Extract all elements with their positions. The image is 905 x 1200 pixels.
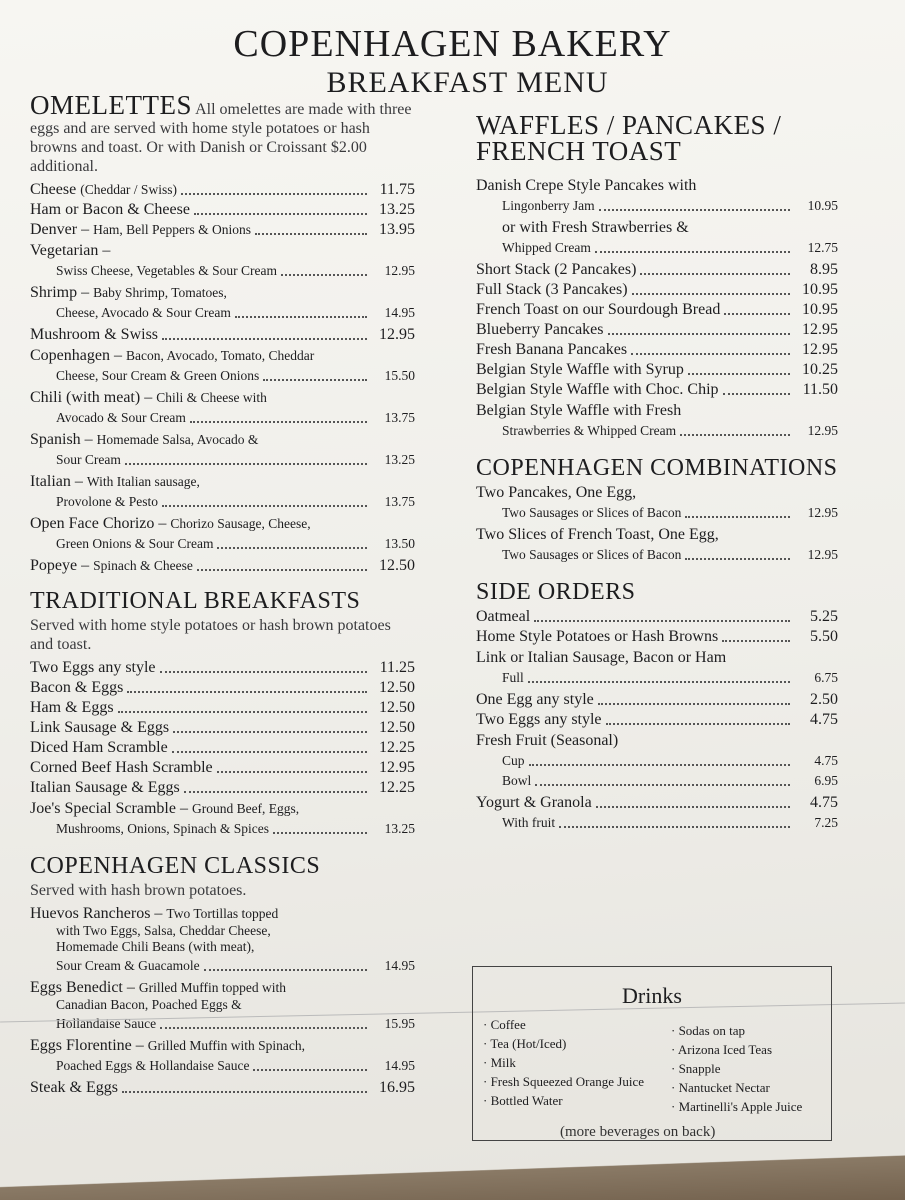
menu-item-block — [30, 472, 415, 511]
drinks-right-list — [671, 1021, 802, 1116]
omelettes-title: OMELETTES — [30, 90, 192, 120]
item-first-line — [30, 799, 415, 818]
item-price: 12.95 — [379, 326, 415, 343]
menu-item-row — [476, 607, 838, 626]
item-description: Bacon, Avocado, Tomato, Cheddar — [125, 348, 315, 363]
item-name: Danish Crepe Style Pancakes with — [476, 177, 697, 194]
menu-item-row — [30, 556, 415, 575]
omelettes-list — [30, 180, 415, 575]
omelettes-intro-text: All omelettes are made with three eggs and are served with home style potatoes or hash browns and toast. Or with Danish or Croissant $2.00 additional. — [30, 101, 412, 175]
item-description: Chorizo Sausage, Cheese, — [170, 516, 311, 531]
menu-item-row — [476, 300, 838, 319]
item-name: Two Eggs any style — [476, 711, 602, 728]
menu-item-block — [30, 346, 415, 385]
leader-dots — [197, 569, 367, 571]
item-name: Two Pancakes, One Egg, — [476, 484, 637, 501]
item-description: Spinach & Cheese — [93, 558, 193, 573]
item-name: Full Stack (3 Pancakes) — [476, 281, 628, 298]
item-first-line — [30, 241, 415, 260]
leader-dots — [172, 751, 367, 753]
item-name: Huevos Rancheros – — [30, 905, 163, 922]
item-price: 12.50 — [379, 699, 415, 716]
drink-item: · Arizona Iced Teas — [671, 1042, 772, 1057]
menu-item-block — [476, 401, 838, 440]
item-price: 12.95 — [802, 341, 838, 358]
menu-item-row — [476, 793, 838, 812]
leader-dots — [685, 558, 790, 560]
item-first-line — [30, 978, 415, 997]
item-name: Cheese, Avocado & Sour Cream — [56, 305, 231, 320]
menu-item-block — [476, 731, 838, 790]
menu-item-row — [30, 408, 415, 427]
leader-dots — [181, 193, 367, 195]
leader-dots — [598, 703, 790, 705]
menu-item-row — [30, 366, 415, 385]
item-price: 14.95 — [384, 958, 415, 973]
menu-item-block — [476, 218, 838, 257]
item-first-line — [476, 648, 838, 667]
item-price: 4.75 — [810, 794, 838, 811]
classics-title: COPENHAGEN CLASSICS — [30, 853, 321, 879]
item-name: Blueberry Pancakes — [476, 321, 604, 338]
item-price: 6.75 — [814, 670, 838, 685]
item-description: With Italian sausage, — [86, 474, 200, 489]
item-price: 12.50 — [379, 719, 415, 736]
item-price: 15.50 — [384, 368, 415, 383]
item-description-line: with Two Eggs, Salsa, Cheddar Cheese, — [56, 923, 271, 938]
item-description: (Cheddar / Swiss) — [80, 182, 177, 197]
leader-dots — [235, 316, 367, 318]
drink-item: · Martinelli's Apple Juice — [671, 1099, 803, 1114]
item-name: Whipped Cream — [502, 240, 591, 255]
item-price: 11.75 — [379, 181, 415, 198]
item-name: Two Slices of French Toast, One Egg, — [476, 526, 719, 543]
item-name: Oatmeal — [476, 608, 531, 625]
leader-dots — [281, 274, 367, 276]
item-first-line — [30, 346, 415, 365]
item-name: Belgian Style Waffle with Choc. Chip — [476, 381, 719, 398]
item-name: Shrimp – — [30, 284, 90, 301]
drink-item: · Snapple — [671, 1061, 721, 1076]
combinations-list — [476, 483, 838, 564]
item-price: 13.25 — [384, 452, 415, 467]
menu-item-block — [476, 483, 838, 522]
leader-dots — [122, 1091, 367, 1093]
item-first-line — [30, 283, 415, 302]
leader-dots — [631, 353, 790, 355]
item-price: 12.50 — [379, 679, 415, 696]
drink-item: · Sodas on tap — [671, 1023, 746, 1038]
item-description-line: Homemade Chili Beans (with meat), — [56, 939, 255, 954]
item-price: 14.95 — [384, 305, 415, 320]
menu-item-row — [30, 261, 415, 280]
menu-item-block — [30, 799, 415, 838]
item-name: Chili (with meat) – — [30, 389, 153, 406]
item-name: Ham or Bacon & Cheese — [30, 201, 190, 218]
traditional-list — [30, 658, 415, 838]
item-price: 13.95 — [379, 221, 415, 238]
item-first-line — [30, 514, 415, 533]
leader-dots — [160, 671, 367, 673]
item-name: Hollandaise Sauce — [56, 1016, 157, 1031]
menu-item-block — [30, 241, 415, 280]
leader-dots — [608, 333, 790, 335]
leader-dots — [204, 969, 367, 971]
menu-item-row — [30, 778, 415, 797]
menu-item-row — [30, 819, 415, 838]
item-name: Belgian Style Waffle with Syrup — [476, 361, 684, 378]
menu-item-row — [476, 627, 838, 646]
menu-item-row — [476, 421, 838, 440]
item-name: Green Onions & Sour Cream — [56, 536, 214, 551]
drink-item: · Tea (Hot/Iced) — [483, 1036, 567, 1051]
menu-item-block — [476, 176, 838, 215]
menu-item-row — [476, 771, 838, 790]
item-name: Open Face Chorizo – — [30, 515, 167, 532]
leader-dots — [640, 273, 790, 275]
item-price: 12.95 — [379, 759, 415, 776]
item-first-line — [30, 904, 415, 923]
item-name: Diced Ham Scramble — [30, 739, 168, 756]
item-name: Mushroom & Swiss — [30, 326, 159, 343]
item-price: 10.95 — [802, 301, 838, 318]
item-price: 10.95 — [802, 281, 838, 298]
sides-title: SIDE ORDERS — [476, 579, 636, 605]
menu-item-block — [30, 904, 415, 975]
item-name: Corned Beef Hash Scramble — [30, 759, 213, 776]
traditional-intro: Served with home style potatoes or hash brown potatoes and toast. — [30, 617, 391, 653]
classics-intro: Served with hash brown potatoes. — [30, 882, 247, 899]
menu-item-row — [30, 325, 415, 344]
menu-item-row — [476, 280, 838, 299]
item-name: Two Sausages or Slices of Bacon — [502, 547, 682, 562]
menu-item-row — [476, 751, 838, 770]
leader-dots — [685, 516, 790, 518]
menu-item-row — [30, 1078, 415, 1097]
item-name: Spanish – — [30, 431, 93, 448]
menu-item-row — [476, 690, 838, 709]
menu-item-block — [476, 648, 838, 687]
menu-item-row — [30, 303, 415, 322]
classics-list — [30, 904, 415, 1097]
waffles-list — [476, 176, 838, 440]
item-name: Sour Cream — [56, 452, 121, 467]
item-name: Bacon & Eggs — [30, 679, 124, 696]
item-price: 5.50 — [810, 628, 838, 645]
item-price: 14.95 — [384, 1058, 415, 1073]
item-name: Two Eggs any style — [30, 659, 156, 676]
item-name: Fresh Fruit (Seasonal) — [476, 732, 619, 749]
menu-item-row — [476, 320, 838, 339]
item-price: 13.75 — [384, 410, 415, 425]
item-description: Two Tortillas topped — [166, 906, 279, 921]
leader-dots — [184, 791, 367, 793]
menu-item-row — [476, 545, 838, 564]
item-price: 8.95 — [810, 261, 838, 278]
drink-item: · Nantucket Nectar — [671, 1080, 770, 1095]
leader-dots — [190, 421, 367, 423]
leader-dots — [723, 393, 790, 395]
item-description: Ground Beef, Eggs, — [191, 801, 300, 816]
item-price: 6.95 — [814, 773, 838, 788]
item-price: 11.25 — [379, 659, 415, 676]
item-description-line: Canadian Bacon, Poached Eggs & — [56, 997, 242, 1012]
omelettes-intro — [30, 90, 415, 176]
leader-dots — [559, 826, 790, 828]
item-first-line — [30, 388, 415, 407]
item-price: 16.95 — [379, 1079, 415, 1096]
menu-item-row — [30, 1056, 415, 1075]
item-first-line — [476, 731, 838, 750]
item-first-line — [476, 793, 592, 812]
leader-dots — [599, 209, 790, 211]
leader-dots — [162, 338, 367, 340]
bakery-title: COPENHAGEN BAKERY — [233, 23, 672, 65]
item-first-line — [476, 218, 838, 237]
item-price: 13.50 — [384, 536, 415, 551]
menu-item-row — [30, 758, 415, 777]
item-price: 12.25 — [379, 779, 415, 796]
menu-item-row — [30, 180, 415, 199]
item-price: 12.95 — [807, 505, 838, 520]
menu-item-row — [30, 738, 415, 757]
menu-item-row — [476, 710, 838, 729]
item-name: Swiss Cheese, Vegetables & Sour Cream — [56, 263, 277, 278]
menu-item-row — [476, 360, 838, 379]
traditional-title: TRADITIONAL BREAKFASTS — [30, 588, 361, 614]
leader-dots — [173, 731, 367, 733]
leader-dots — [688, 373, 790, 375]
leader-dots — [529, 764, 790, 766]
item-name: Belgian Style Waffle with Fresh — [476, 402, 682, 419]
item-price: 10.95 — [807, 198, 838, 213]
leader-dots — [596, 806, 790, 808]
menu-item-row — [476, 196, 838, 215]
item-name: Cheese, Sour Cream & Green Onions — [56, 368, 260, 383]
item-name: Link or Italian Sausage, Bacon or Ham — [476, 649, 727, 666]
leader-dots — [194, 213, 367, 215]
item-description: Baby Shrimp, Tomatoes, — [93, 285, 227, 300]
leader-dots — [162, 505, 367, 507]
menu-item-row — [476, 238, 838, 257]
item-first-line — [476, 483, 838, 502]
leader-dots — [528, 681, 790, 683]
item-name: or with Fresh Strawberries & — [502, 219, 689, 236]
item-name: Avocado & Sour Cream — [56, 410, 186, 425]
item-first-line — [30, 472, 415, 491]
menu-item-row — [476, 340, 838, 359]
menu-item-row — [30, 956, 415, 975]
sides-list — [476, 607, 838, 832]
item-name: Sour Cream & Guacamole — [56, 958, 200, 973]
item-name: Bowl — [502, 773, 532, 788]
item-description: Ham, Bell Peppers & Onions — [93, 222, 251, 237]
leader-dots — [127, 691, 367, 693]
item-name: Fresh Banana Pancakes — [476, 341, 628, 358]
item-price: 10.25 — [802, 361, 838, 378]
item-price: 13.75 — [384, 494, 415, 509]
drink-item: · Milk — [483, 1055, 516, 1070]
item-price: 12.95 — [384, 263, 415, 278]
item-name: Lingonberry Jam — [502, 198, 595, 213]
item-name: Strawberries & Whipped Cream — [502, 423, 677, 438]
item-name: Poached Eggs & Hollandaise Sauce — [56, 1058, 250, 1073]
menu-item-block — [476, 525, 838, 564]
drinks-box — [472, 966, 832, 1141]
item-description: Grilled Muffin with Spinach, — [147, 1038, 305, 1053]
item-name: Vegetarian – — [30, 242, 111, 259]
leader-dots — [263, 379, 367, 381]
menu-item-row — [30, 200, 415, 219]
item-price: 12.95 — [807, 547, 838, 562]
item-name: Denver – Ham, Bell Peppers & Onions — [30, 221, 251, 238]
menu-item-row — [30, 220, 415, 239]
leader-dots — [680, 434, 790, 436]
right-column — [476, 108, 838, 835]
leader-dots — [255, 233, 367, 235]
menu-item-row — [30, 534, 415, 553]
menu-item-row — [30, 698, 415, 717]
item-first-line — [476, 525, 838, 544]
menu-item-row — [476, 380, 838, 399]
item-name: Ham & Eggs — [30, 699, 114, 716]
item-name: French Toast on our Sourdough Bread — [476, 301, 721, 318]
item-price: 12.50 — [379, 557, 415, 574]
leader-dots — [118, 711, 367, 713]
item-price: 13.25 — [384, 821, 415, 836]
item-price: 12.75 — [807, 240, 838, 255]
leader-dots — [125, 463, 367, 465]
item-price: 13.25 — [379, 201, 415, 218]
left-column — [30, 90, 415, 1098]
item-name: Joe's Special Scramble – — [30, 800, 188, 817]
drinks-title: Drinks — [622, 983, 682, 1008]
item-name: Two Sausages or Slices of Bacon — [502, 505, 682, 520]
leader-dots — [534, 620, 790, 622]
menu-item-block — [30, 283, 415, 322]
item-description: Chili & Cheese with — [156, 390, 267, 405]
waffles-title: WAFFLES / PANCAKES / FRENCH TOAST — [476, 110, 782, 166]
item-price: 12.95 — [807, 423, 838, 438]
item-name: Cup — [502, 753, 525, 768]
menu-item-row — [476, 260, 838, 279]
menu-item-block — [30, 430, 415, 469]
drink-item: · Fresh Squeezed Orange Juice — [483, 1074, 644, 1089]
menu-item-block — [30, 388, 415, 427]
item-description: Grilled Muffin topped with — [138, 980, 286, 995]
item-name: Home Style Potatoes or Hash Browns — [476, 628, 719, 645]
menu-item-row — [476, 813, 838, 832]
leader-dots — [632, 293, 790, 295]
item-name: Italian – — [30, 473, 83, 490]
menu-item-row — [476, 503, 838, 522]
menu-item-row — [30, 718, 415, 737]
item-first-line — [476, 401, 838, 420]
leader-dots — [535, 784, 790, 786]
drinks-left-list — [483, 1015, 644, 1110]
item-name: Popeye – Spinach & Cheese — [30, 557, 193, 574]
leader-dots — [160, 1027, 367, 1029]
leader-dots — [217, 547, 367, 549]
item-name: Cheese (Cheddar / Swiss) — [30, 181, 177, 198]
item-name: Eggs Benedict – — [30, 979, 135, 996]
item-description: Homemade Salsa, Avocado & — [96, 432, 259, 447]
menu-item-block — [476, 793, 838, 832]
item-name: Link Sausage & Eggs — [30, 719, 170, 736]
item-name: Full — [502, 670, 524, 685]
drink-item: · Bottled Water — [483, 1093, 563, 1108]
menu-item-row — [30, 450, 415, 469]
leader-dots — [724, 313, 790, 315]
item-name: Yogurt & Granola — [476, 794, 592, 811]
leader-dots — [217, 771, 367, 773]
leader-dots — [722, 640, 790, 642]
item-price: 15.95 — [384, 1016, 415, 1031]
item-price: 4.75 — [810, 711, 838, 728]
item-first-line — [30, 1036, 415, 1055]
menu-subtitle: BREAKFAST MENU — [326, 66, 609, 99]
leader-dots — [253, 1069, 367, 1071]
item-price: 5.25 — [810, 608, 838, 625]
drink-item: · Coffee — [483, 1017, 526, 1032]
more-beverages-note: (more beverages on back) — [560, 1124, 716, 1140]
item-first-line — [30, 430, 415, 449]
item-name: Eggs Florentine – — [30, 1037, 144, 1054]
item-price: 12.95 — [802, 321, 838, 338]
item-name: Steak & Eggs — [30, 1079, 118, 1096]
item-price: 12.25 — [379, 739, 415, 756]
item-name: Provolone & Pesto — [56, 494, 159, 509]
item-name: Short Stack (2 Pancakes) — [476, 261, 637, 278]
menu-item-row — [476, 668, 838, 687]
leader-dots — [273, 832, 367, 834]
item-first-line — [476, 176, 838, 195]
item-name: One Egg any style — [476, 691, 594, 708]
menu-item-row — [30, 678, 415, 697]
menu-item-block — [30, 1036, 415, 1075]
item-price: 4.75 — [814, 753, 838, 768]
menu-item-row — [30, 492, 415, 511]
item-price: 7.25 — [814, 815, 838, 830]
item-name: Copenhagen – — [30, 347, 122, 364]
leader-dots — [595, 251, 790, 253]
leader-dots — [606, 723, 790, 725]
item-price: 11.50 — [802, 381, 838, 398]
item-price: 2.50 — [810, 691, 838, 708]
menu-item-block — [30, 514, 415, 553]
menu-item-row — [30, 658, 415, 677]
item-name: Italian Sausage & Eggs — [30, 779, 180, 796]
item-name: With fruit — [502, 815, 556, 830]
item-name: Mushrooms, Onions, Spinach & Spices — [56, 821, 270, 836]
menu-item-block — [30, 978, 415, 1033]
combinations-title: COPENHAGEN COMBINATIONS — [476, 455, 838, 481]
table-edge — [0, 1150, 905, 1200]
